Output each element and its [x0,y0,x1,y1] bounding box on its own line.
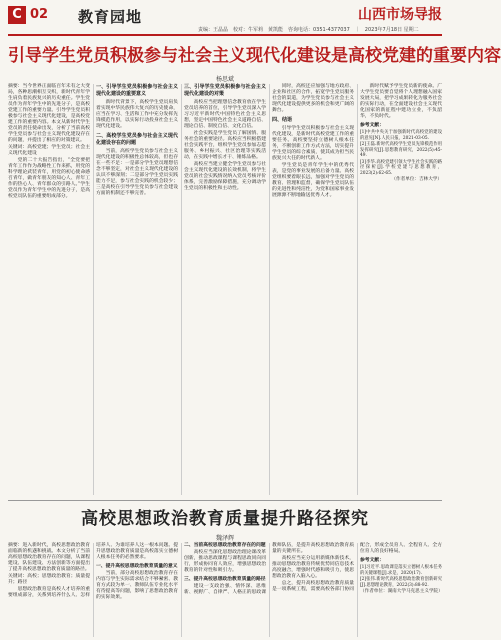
section-heading: 二、高校学生党员参与社会主义现代化建设存在的问题 [96,133,178,146]
page-number: 02 [30,7,49,22]
section-heading: 一、提升高校思想政治教育质量的意义 [96,564,178,569]
paragraph: 建设一支政治强、情怀深、思维新、视野广、自律严、人格正的思政课教师队伍，是提升高校思想政治教育质量的关键所在。 [184,543,354,595]
reference-item: [2]张伟.新时代高校思想政治教育创新研究[J].思想理论教育，2022(3):88-92. [360,577,442,588]
paragraph: 高校应当充分运用新媒体新技术，推动思想政治教育传统优势同信息技术高度融合，增强时代感和吸引力，使思想政治教育入脑入心。 [272,556,354,579]
section-heading: 三、引导学生党员积极参与社会主义现代化建设的对策 [184,84,266,97]
reference-item: [1]中共中央关于加强新时代高校党的建设的意见[N].人民日报，2021-03-05. [360,130,442,141]
article-divider [8,500,442,501]
article1-keywords: 关键词：高校党建；学生党员；社会主义现代化建设 [8,145,90,156]
paragraph: 引导学生党员积极参与社会主义现代化建设，是新时代高校党建工作的重要任务。高校要坚持立德树人根本任务，不断创新工作方式方法，切实提升学生党员的综合素质，使其成为担当民族复兴大任的时代新人。 [272,126,354,161]
article2-title: 高校思想政治教育质量提升路径探究 [81,509,369,529]
section-heading: 二、当前高校思想政治教育存在的问题 [184,543,266,548]
paragraph: 高校应当深化思想政治理论课改革创新，推动思政课程与课程思政同向同行，形成协同育人效应，增强思想政治教育的针对性和吸引力。 [184,550,266,573]
article1-author: 杨思斌 [215,76,234,83]
paragraph: 同时，高校还应加强与地方政府、企业和社区的合作，拓宽学生党员服务社会的渠道，为学生党员参与社会主义现代化建设提供更多的机会和更广阔的舞台。 [272,84,354,113]
masthead-rule [8,34,442,36]
editor-meta-line: 责编：王晶晶 校对：牛军莉 黄凯能 咨询电话：0351-4377037 ｜ 2023年7月18日 星期二 [198,27,419,33]
paragraph: 当前，高校学生党员参与社会主义现代化建设的积极性总体较高，但也存在一些不足：一是部分学生党员理想信念不够坚定，对社会主义现代化建设的认识不够深刻；二是部分学生党员实践能力不足，参与社会实践的机会较少；三是高校在引导学生党员参与社会建设方面的机制还不够完善。 [96,149,178,196]
article1-title: 引导学生党员积极参与社会主义现代化建设是高校党建的重要内容 [8,46,501,66]
paragraph: 社会实践是学生党员了解国情、服务社会的重要途径。高校应当积极搭建社会实践平台，组织学生党员参加志愿服务、乡村振兴、社区治理等实践活动，在实践中增长才干、锤炼品格。 [184,131,266,160]
newspaper-name: 山西市场导报 [358,7,442,23]
article2-author: 魏泽辉 [215,535,234,542]
article2-keywords: 关键词：高校；思想政治教育；质量提升；路径 [8,574,90,585]
masthead [8,4,442,34]
paragraph: 总之，提升高校思想政治教育质量是一项系统工程，需要高校各部门协同配合，形成全员育人、全程育人、全方位育人的良好格局。 [272,543,442,592]
paragraph: 学生党员是青年学生中的优秀代表，是党的事业发展的后备力量。高校党组织要着眼长远，加强对学生党员的教育、管理和监督，确保学生党员队伍的先进性和纯洁性，为党和国家事业发展源源不断地输送优秀人才。 [272,163,354,198]
paragraph: 党的二十大报告指出，“全党要把青年工作作为战略性工作来抓，用党的科学理论武装青年，用党的初心使命感召青年，做青年朋友的知心人、青年工作的热心人、青年群众的引路人。”学生党员作为青年学生中的先进分子，是高校党员队伍的重要组成部分。 [8,158,90,199]
reference-item: [2]王磊.新时代高校学生党员先锋模范作用发挥研究[J].思想教育研究，2022(5):45-49. [360,142,442,158]
article2-body [8,543,442,637]
article1-abstract: 摘要：当今世界正面临百年未有之大变局，各种思潮相互交织，新时代青年学生肩负着民族复兴的历史重任。学生党员作为青年学生中的先进分子，是高校党建工作的重要力量。引导学生党员积极参与社会主义现代化建设，是高校党建工作的重要内容。本文从新时代学生党员的责任使命出发，分析了当前高校学生党员参与社会主义现代化建设存在的问题，并提出了相应的对策建议。 [8,84,90,143]
section-heading: 三、提升高校思想政治教育质量的路径 [184,577,266,582]
paragraph: 当前，部分高校思想政治教育存在内容与学生实际需求结合不够紧密、教育方式较为单一、教师队伍专业化水平有待提高等问题，影响了思想政治教育的实际效果。 [96,571,178,600]
paragraph: 高校应当把理想信念教育放在学生党员培养的首位，引导学生党员深入学习习近平新时代中国特色社会主义思想，坚定中国特色社会主义道路自信、理论自信、制度自信、文化自信。 [184,100,266,129]
references-heading: 参考文献： [360,558,384,563]
article2-abstract: 摘要：进入新时代，高校思想政治教育面临新的机遇和挑战。本文分析了当前高校思想政治教育存在的问题，从课程建设、队伍建设、方法创新等方面提出了提升高校思想政治教育质量的路径。 [8,543,90,572]
references-heading: 参考文献： [360,123,384,128]
paragraph: 新时代背景下，高校学生党员肩负着实现中华民族伟大复兴的历史使命，应当在学习、生活和工作中充分发挥先锋模范作用，以实际行动投身社会主义现代化建设。 [96,100,178,129]
paragraph: 高校应当建立健全学生党员参与社会主义现代化建设的长效机制，将学生党员的社会实践情况纳入党员考核评价体系，完善激励保障措施，充分调动学生党员的积极性和主动性。 [184,162,266,191]
paragraph: 新时代赋予学生党员新的使命。广大学生党员要自觉将个人理想融入国家发展大局，把学习成果转化为服务社会的实际行动，在全面建设社会主义现代化国家的新征程中建功立业，不负韶华，不负时代。 [360,84,442,119]
author-affiliation: （作者单位：湖南大学马克思主义学院） [360,589,443,594]
reference-item: [3]李华.高校党建引领大学生社会实践的路径探析[J].学校党建与思想教育，2023(2):62-65. [360,159,442,176]
section-name: 教育园地 [78,8,143,26]
section-heading: 四、结语 [272,117,293,123]
section-letter-badge: C [8,6,26,24]
author-affiliation: （作者单位：吉林大学） [391,177,442,182]
article1-body [8,84,442,495]
paragraph: 思想政治教育是高校人才培养的重要组成部分，关系到培养什么人、怎样培养人、为谁培养人这一根本问题。提升思想政治教育质量是高校落实立德树人根本任务的必然要求。 [8,543,178,598]
reference-item: [1]习近平.思政课是落实立德树人根本任务的关键课程[J].求是，2020(17). [360,565,442,576]
section-heading: 一、引导学生党员积极参与社会主义现代化建设的重要意义 [96,84,178,97]
